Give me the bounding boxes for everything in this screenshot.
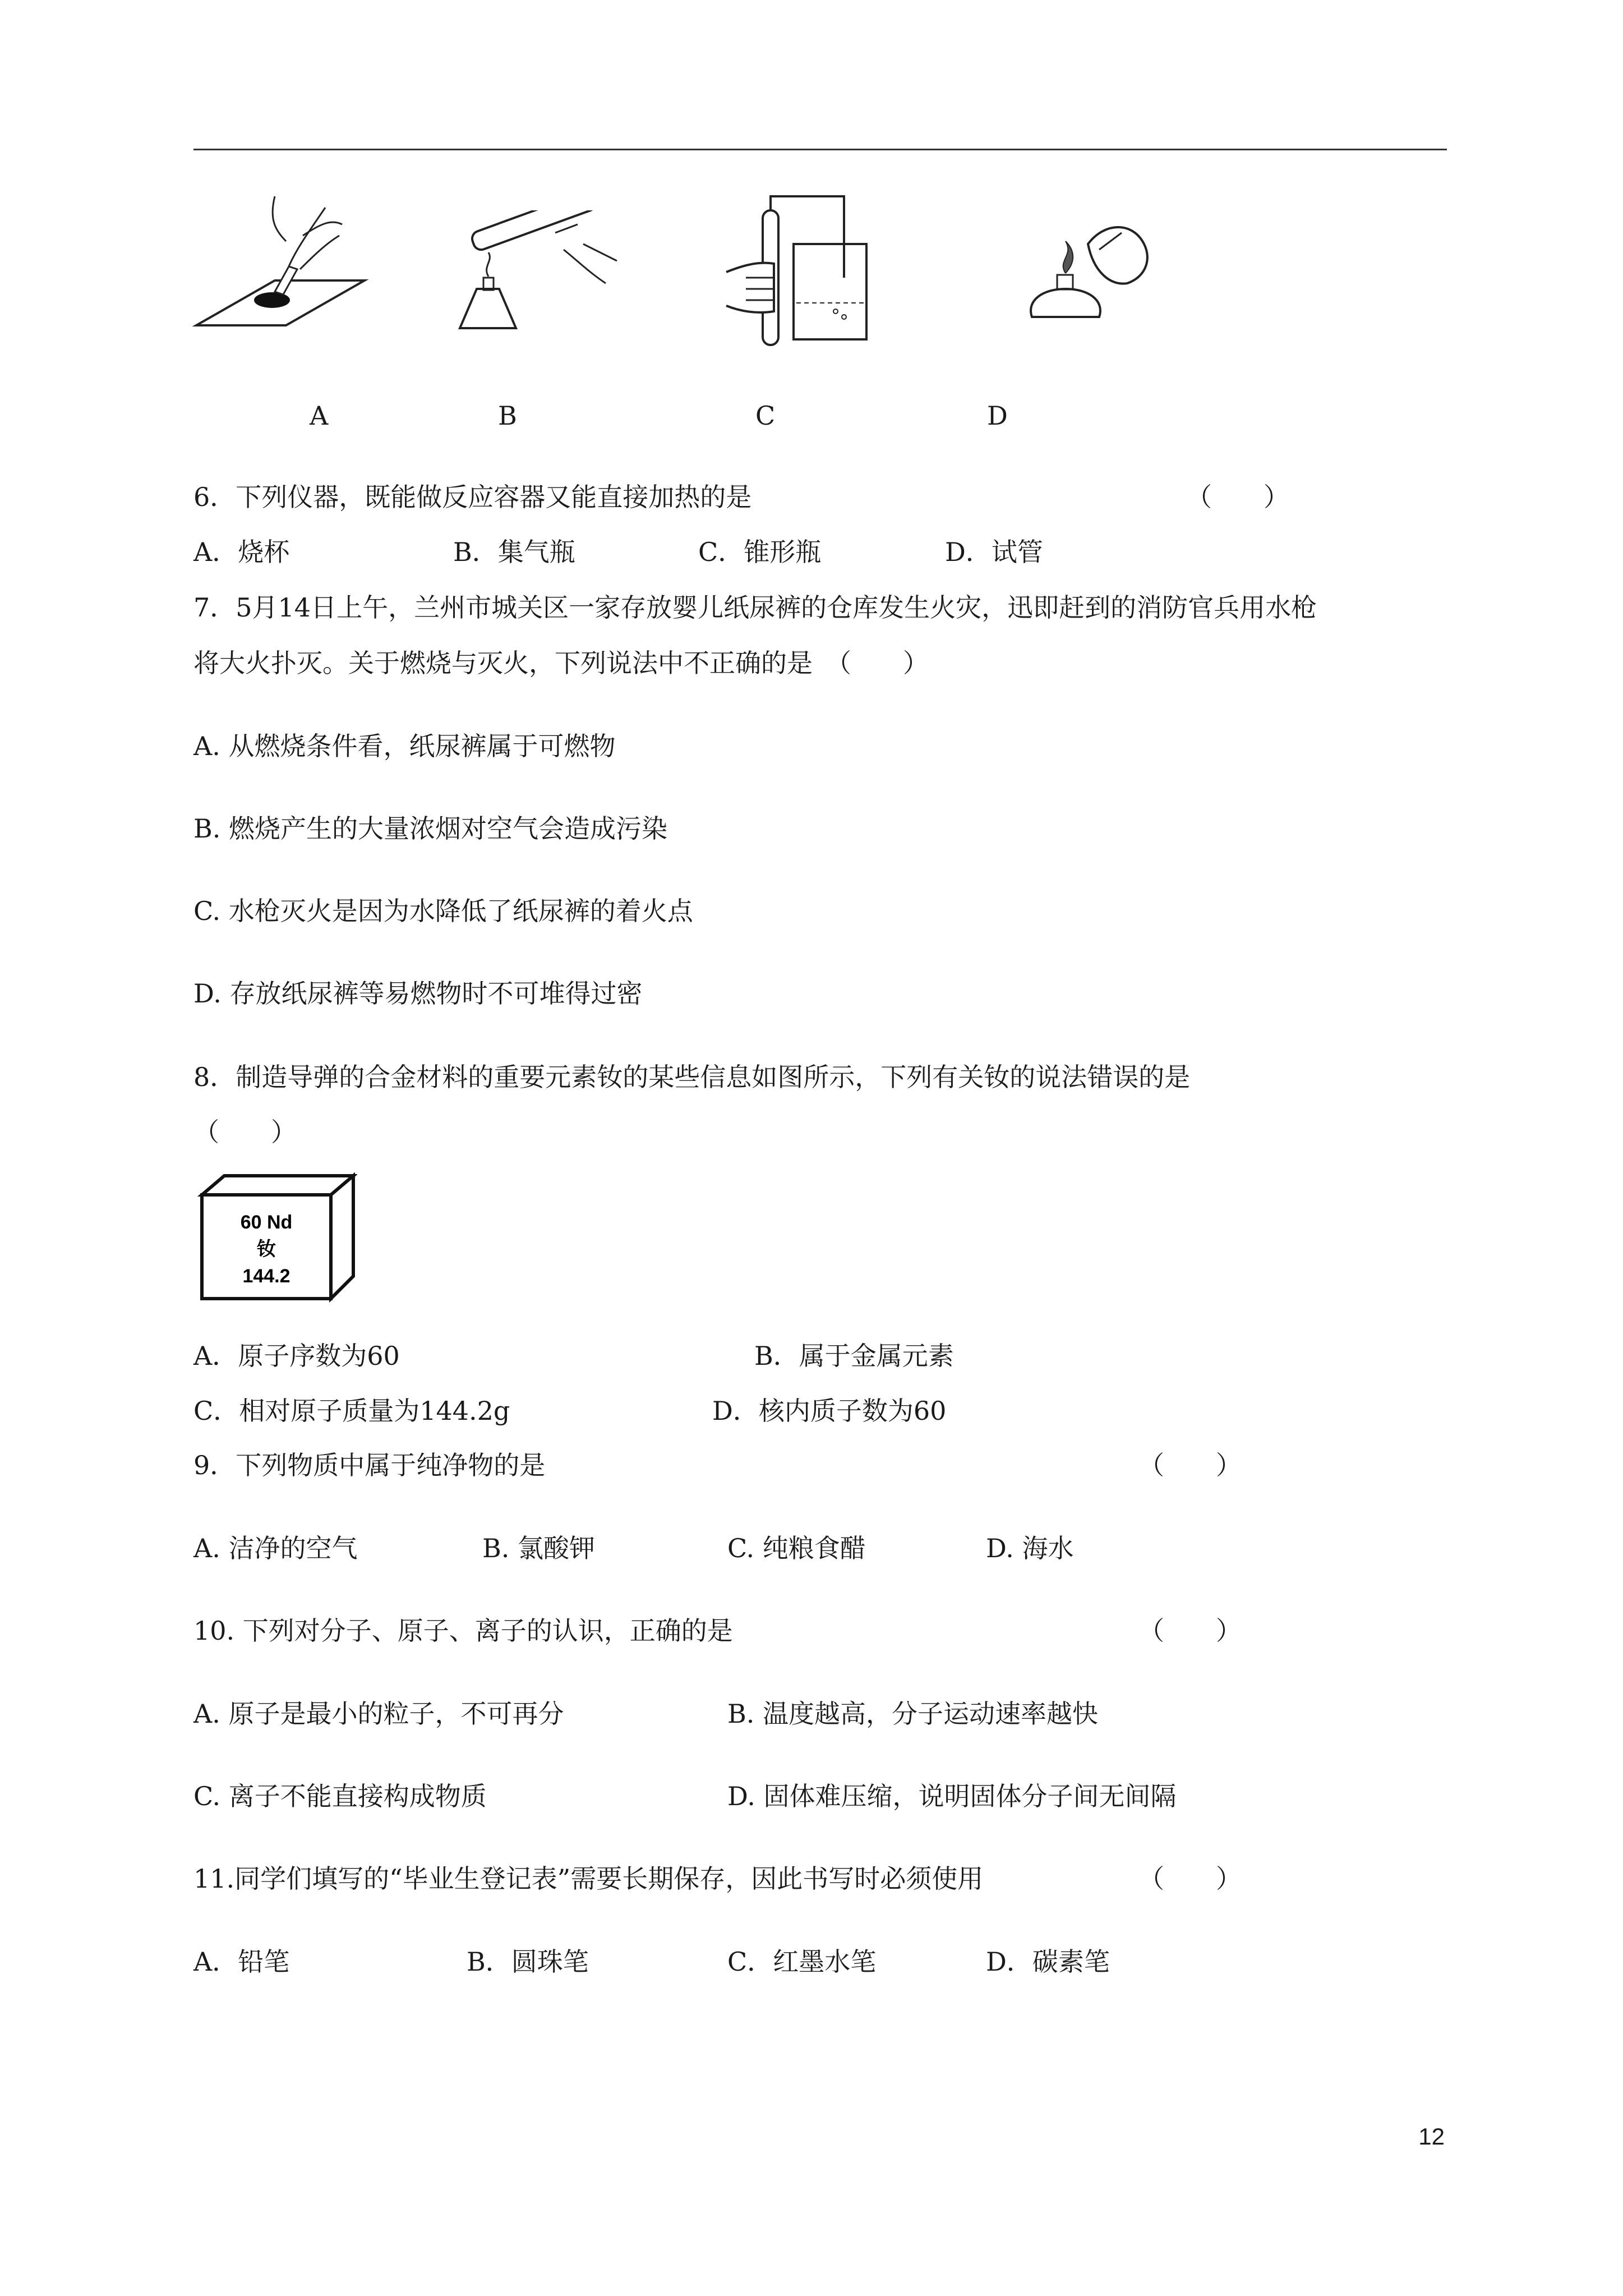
q6-stem: 6．下列仪器，既能做反应容器又能直接加热的是: [193, 482, 752, 512]
header-rule: [193, 149, 1447, 150]
element-name: 钕: [257, 1239, 276, 1260]
element-card-figure: [197, 1172, 357, 1304]
apparatus-label-d: D: [987, 401, 1008, 431]
q8-stem-line2: （ ）: [193, 1117, 297, 1147]
q11-option-d: D．碳素笔: [986, 1947, 1110, 1977]
apparatus-label-b: B: [498, 401, 517, 431]
figure-c-airtightness-check: [723, 188, 869, 351]
q6-option-b: B．集气瓶: [453, 537, 575, 567]
q6-option-c: C．锥形瓶: [698, 537, 822, 567]
q7-stem-line1: 7．5月14日上午，兰州市城关区一家存放婴儿纸尿裤的仓库发生火灾，迅即赶到的消防官兵用水枪: [193, 592, 1317, 623]
q8-option-a: A．原子序数为60: [193, 1341, 400, 1371]
q7-option-c: C. 水枪灭火是因为水降低了纸尿裤的着火点: [193, 896, 693, 926]
page-number: 12: [1418, 2123, 1445, 2150]
q10-option-c: C. 离子不能直接构成物质: [193, 1781, 487, 1811]
q9-option-a: A. 洁净的空气: [193, 1533, 358, 1563]
q7-option-b: B. 燃烧产生的大量浓烟对空气会造成污染: [193, 813, 668, 844]
element-mass: 144.2: [242, 1266, 291, 1287]
q6-option-d: D．试管: [945, 537, 1043, 567]
q11-stem: 11.同学们填写的“毕业生登记表”需要长期保存，因此书写时必须使用: [193, 1864, 984, 1894]
q8-stem-line1: 8．制造导弹的合金材料的重要元素钕的某些信息如图所示，下列有关钕的说法错误的是: [193, 1062, 1191, 1092]
q7-option-a: A. 从燃烧条件看，纸尿裤属于可燃物: [193, 731, 616, 761]
q8-option-d: D．核内质子数为60: [712, 1396, 947, 1426]
figure-a-powder-on-paper: [191, 185, 370, 337]
apparatus-label-a: A: [310, 401, 329, 431]
q11-option-c: C．红墨水笔: [727, 1947, 877, 1977]
q8-option-b: B．属于金属元素: [754, 1341, 954, 1371]
q9-option-c: C. 纯粮食醋: [727, 1533, 866, 1563]
q9-answer-paren: （ ）: [1138, 1450, 1242, 1480]
apparatus-label-c: C: [755, 401, 776, 431]
q9-option-d: D. 海水: [986, 1533, 1074, 1563]
q11-answer-paren: （ ）: [1138, 1864, 1242, 1894]
q10-stem: 10. 下列对分子、原子、离子的认识，正确的是: [193, 1616, 733, 1646]
q11-option-a: A．铅笔: [193, 1947, 290, 1977]
q7-stem-line2: 将大火扑灭。关于燃烧与灭火，下列说法中不正确的是 （ ）: [193, 648, 929, 678]
q10-option-d: D. 固体难压缩，说明固体分子间无间隔: [727, 1781, 1177, 1811]
q9-option-b: B. 氯酸钾: [482, 1533, 596, 1563]
q7-option-d: D. 存放纸尿裤等易燃物时不可堆得过密: [193, 978, 643, 1009]
figure-b-test-tube-heating: [443, 210, 623, 339]
q10-option-b: B. 温度越高，分子运动速率越快: [727, 1699, 1099, 1729]
q6-answer-paren: （ ）: [1186, 482, 1289, 512]
element-number-symbol: 60 Nd: [240, 1212, 293, 1233]
q10-option-a: A. 原子是最小的粒子，不可再分: [193, 1699, 564, 1729]
q11-option-b: B．圆珠笔: [467, 1947, 589, 1977]
figure-d-lamp-lighting: [1021, 210, 1155, 334]
q8-option-c: C．相对原子质量为144.2g: [193, 1396, 510, 1426]
q9-stem: 9．下列物质中属于纯净物的是: [193, 1450, 546, 1480]
q10-answer-paren: （ ）: [1138, 1616, 1242, 1646]
q6-option-a: A．烧杯: [193, 537, 290, 567]
